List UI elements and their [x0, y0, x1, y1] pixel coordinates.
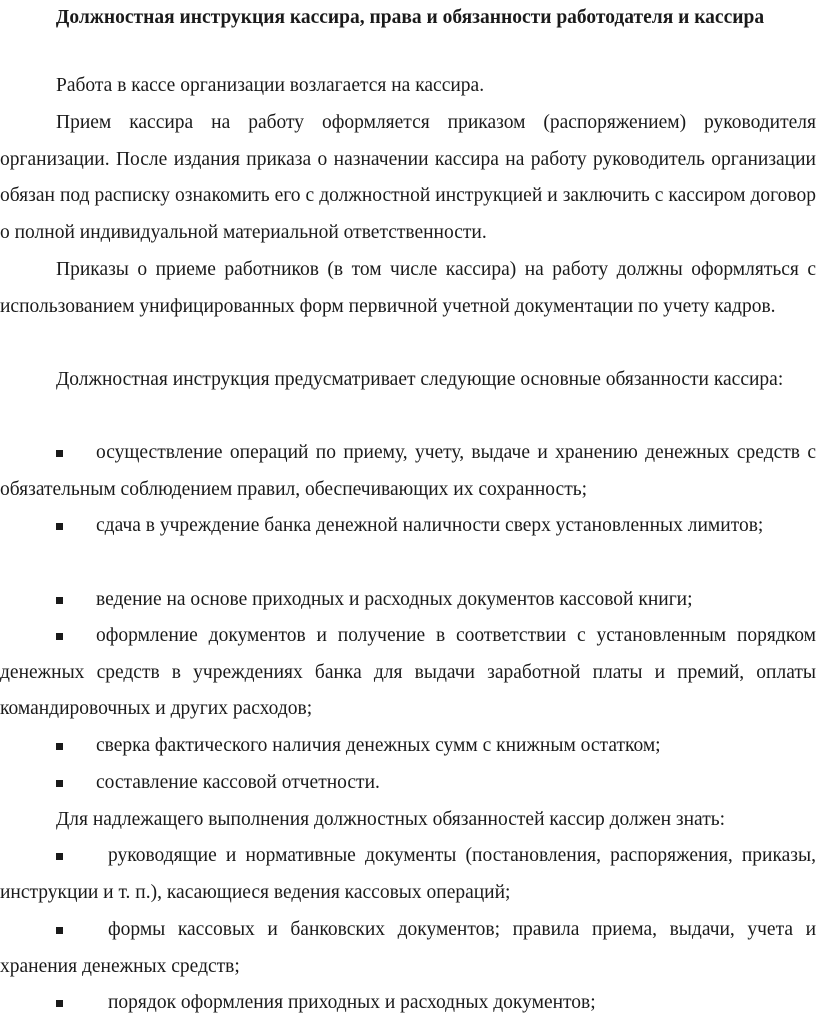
knowledge-item: руководящие и нормативные документы (постановления, распоряжения, приказы, инструкции и т. п.), касающиеся ведения кассовых операций;	[0, 845, 816, 903]
bullet-square-icon	[56, 1000, 63, 1007]
duty-item: сдача в учреждение банка денежной наличности сверх установленных лимитов;	[0, 508, 816, 545]
duty-item: оформление документов и получение в соответствии с установленным порядком денежных средств в учреждениях банка для выдачи заработной платы и премий, оплаты командировочных и других расходов;	[0, 625, 816, 719]
bullet-square-icon	[56, 633, 63, 640]
bullet-square-icon	[56, 853, 63, 860]
duty-item: сверка фактического наличия денежных сумм с книжным остатком;	[0, 728, 816, 765]
knowledge-intro-paragraph: Для надлежащего выполнения должностных обязанностей кассир должен знать:	[56, 809, 726, 830]
hiring-paragraph: Прием кассира на работу оформляется приказом (распоряжением) руководителя организации. После издания приказа о назначении кассира на работу руководитель организации обязан под расписку ознакомить его с должностной инструкцией и заключить с кассиром договор о полной индивидуальной материальной ответственности.	[0, 112, 816, 243]
duty-item: ведение на основе приходных и расходных документов кассовой книги;	[0, 582, 816, 619]
bullet-square-icon	[56, 523, 63, 530]
duties-intro-paragraph: Должностная инструкция предусматривает следующие основные обязанности кассира:	[56, 369, 784, 390]
bullet-square-icon	[56, 450, 63, 457]
orders-paragraph: Приказы о приеме работников (в том числе кассира) на работу должны оформляться с использованием унифицированных форм первичной учетной документации по учету кадров.	[0, 259, 816, 317]
intro-paragraph: Работа в кассе организации возлагается на кассира.	[56, 75, 485, 96]
bullet-square-icon	[56, 927, 63, 934]
duty-item: составление кассовой отчетности.	[0, 765, 816, 802]
document-title: Должностная инструкция кассира, права и обязанности работодателя и кассира	[55, 7, 765, 28]
bullet-square-icon	[56, 780, 63, 787]
duty-item: осуществление операций по приему, учету, выдаче и хранению денежных средств с обязательным соблюдением правил, обеспечивающих их сохранность;	[0, 442, 816, 500]
bullet-square-icon	[56, 743, 63, 750]
bullet-square-icon	[56, 597, 63, 604]
knowledge-item: порядок оформления приходных и расходных документов;	[0, 985, 816, 1022]
knowledge-item: формы кассовых и банковских документов; правила приема, выдачи, учета и хранения денежных средств;	[0, 919, 816, 977]
